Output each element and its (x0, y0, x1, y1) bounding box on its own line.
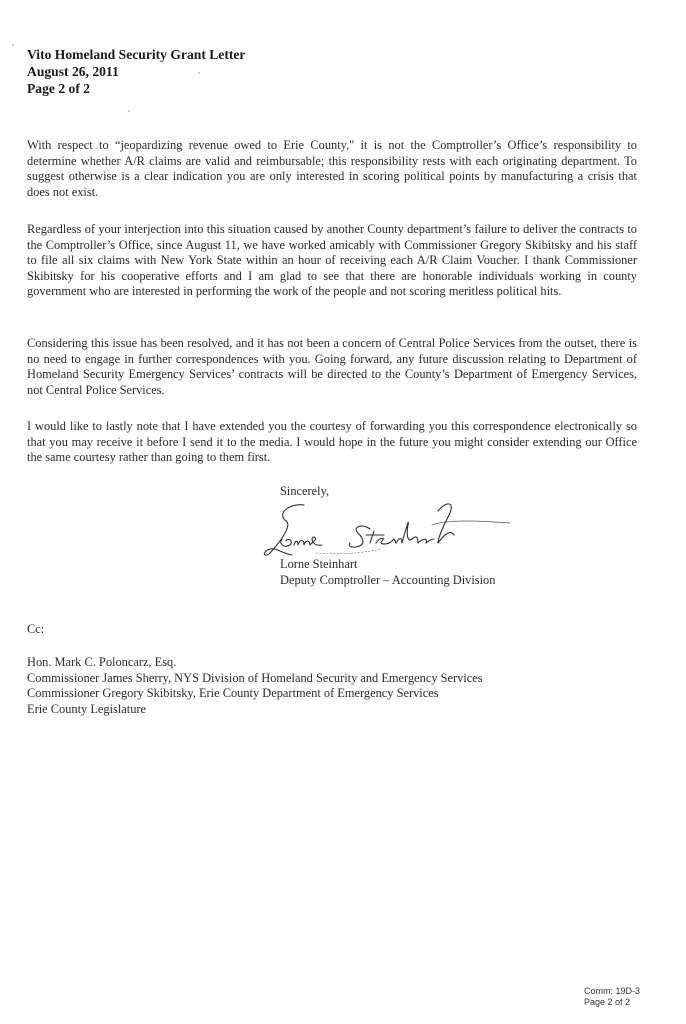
page-footer (584, 986, 640, 1008)
footer-page-number: Page 2 of 2 (584, 997, 631, 1007)
paragraph-1: With respect to “jeopardizing revenue owed to Erie County," it is not the Comptroller’s Office’s responsibility to determine whether A/R claims are valid and reimbursable; this responsibility rests with each originating department. To suggest otherwise is a clear indication you are only interested in scoring political points by manufacturing a crisis that does not exist. (27, 138, 637, 199)
cc-label: Cc: (27, 622, 45, 636)
signer-block (280, 556, 495, 588)
paragraph-2: Regardless of your interjection into this situation caused by another County department’s failure to deliver the contracts to the Comptroller’s Office, since August 11, we have worked amicably with Commissioner Gregory Skibitsky and his staff to file all six claims with New York State within an hour of receiving each A/R Claim Voucher. I thank Commissioner Skibitsky for his cooperative efforts and I am glad to see that there are honorable individuals working in county government who are interested in performing the work of the people and not scoring meritless political hits. (27, 222, 637, 299)
signer-name: Lorne Steinhart (280, 557, 358, 571)
cc-recipient: Hon. Mark C. Poloncarz, Esq. (27, 655, 177, 669)
closing-salutation: Sincerely, (280, 484, 330, 498)
signer-title: Deputy Comptroller – Accounting Division (280, 573, 496, 587)
letter-date: August 26, 2011 (27, 64, 119, 79)
scan-speck (12, 44, 14, 46)
cc-recipient: Commissioner James Sherry, NYS Division of Homeland Security and Emergency Services (27, 670, 483, 685)
paragraph-3: Considering this issue has been resolved, and it has not been a concern of Central Police Services from the outset, there is no need to engage in further correspondences with you. Going forward, any future discussion relating to Department of Homeland Security Emergency Services’ contracts will be directed to the County’s Department of Emergency Services, not Central Police Services. (27, 336, 637, 397)
scan-speck (128, 110, 130, 112)
cc-recipient: Erie County Legislature (27, 701, 147, 716)
footer-comm-number: Comm: 19D-3 (584, 986, 641, 996)
cc-recipient-list (27, 655, 483, 717)
letter-title: Vito Homeland Security Grant Letter (27, 47, 246, 62)
letter-header (27, 46, 245, 97)
letter-page-number: Page 2 of 2 (27, 81, 91, 96)
cc-recipient: Commissioner Gregory Skibitsky, Erie County Department of Emergency Services (27, 686, 439, 701)
paragraph-4: I would like to lastly note that I have extended you the courtesy of forwarding you this correspondence electronically so that you may receive it before I send it to the media. I would hope in the future you might consider extending our Office the same courtesy rather than going to them first. (27, 419, 637, 465)
handwritten-signature (252, 495, 512, 565)
